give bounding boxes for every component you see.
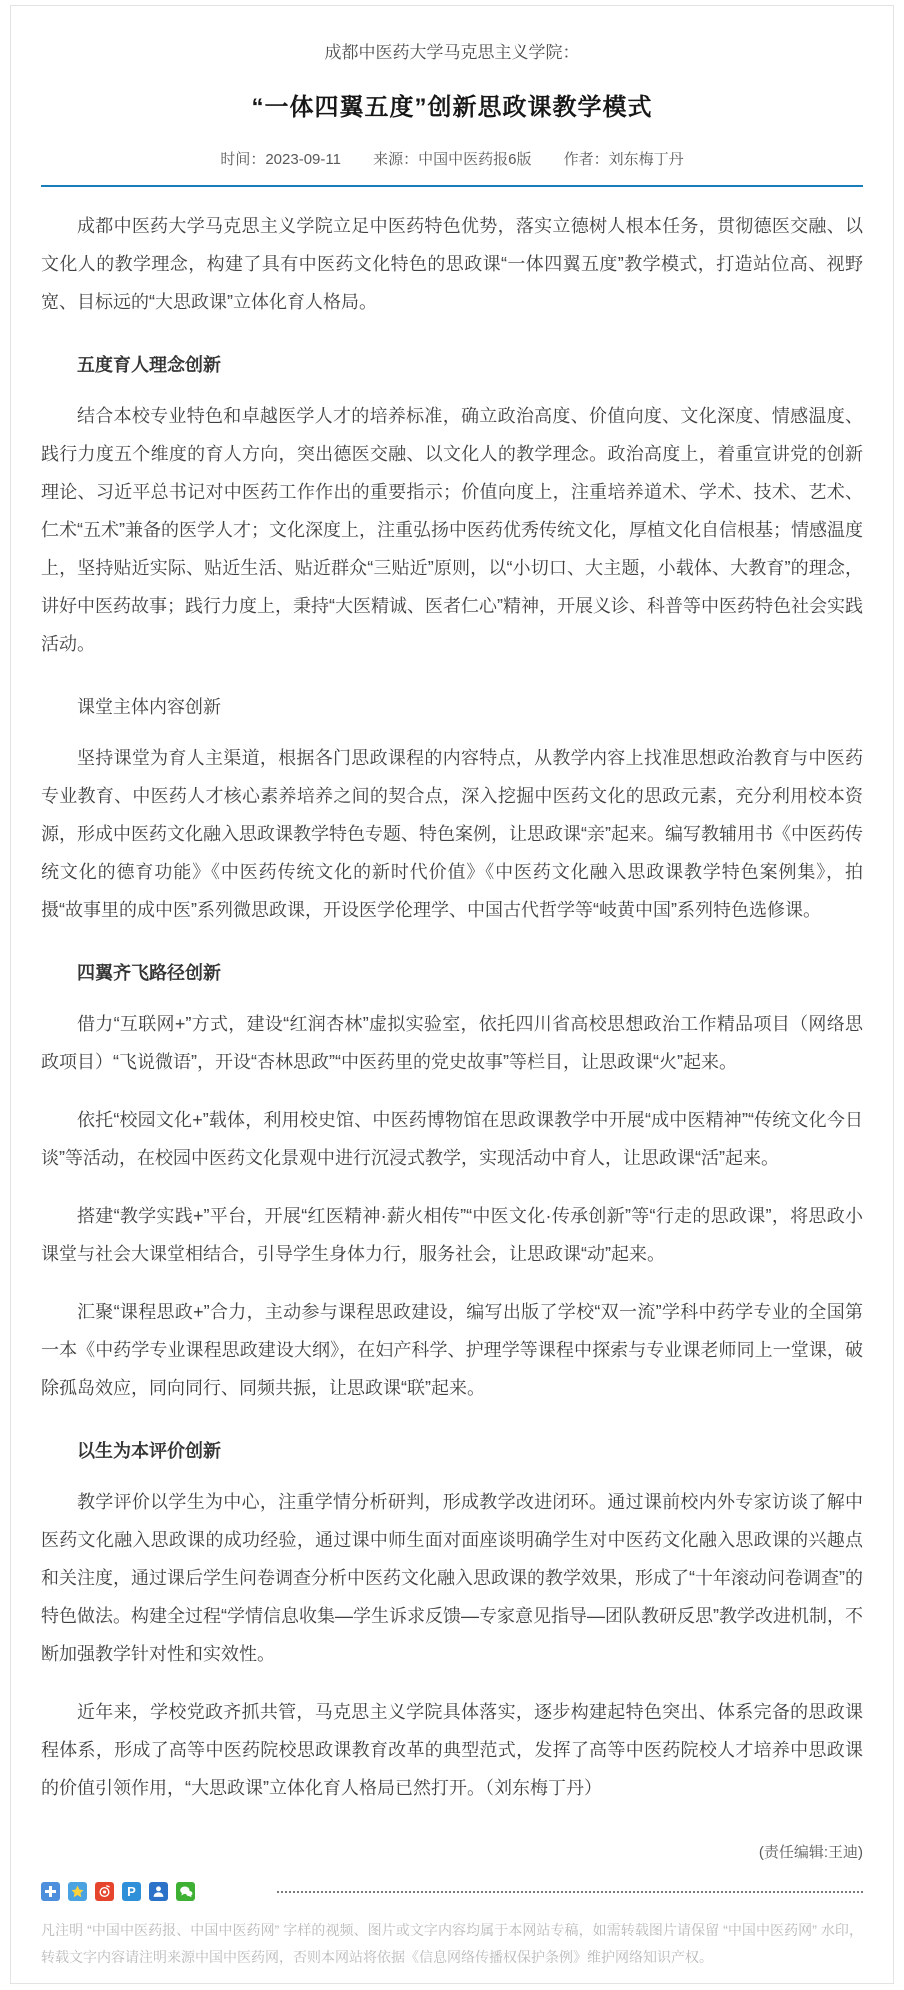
article-container <box>10 5 894 1984</box>
wechat-icon[interactable] <box>176 1882 195 1901</box>
college-line: 成都中医药大学马克思主义学院： <box>324 43 580 62</box>
share-icons <box>41 1882 195 1901</box>
renren-icon[interactable] <box>149 1882 168 1901</box>
paragraph: 搭建“教学实践+”平台，开展“红医精神·薪火相传”“中医文化·传承创新”等“行走的思政课”，将思政小课堂与社会大课堂相结合，引导学生身体力行，服务社会，让思政课“动”起来。 <box>41 1206 863 1264</box>
paragraph: 汇聚“课程思政+”合力，主动参与课程思政建设，编写出版了学校“双一流”学科中药学专业的全国第一本《中药学专业课程思政建设大纲》，在妇产科学、护理学等课程中探索与专业课老师同上一堂课，破除孤岛效应，同向同行、同频共振，让思政课“联”起来。 <box>41 1302 863 1398</box>
paragraph: 近年来，学校党政齐抓共管，马克思主义学院具体落实，逐步构建起特色突出、体系完备的思政课程体系，形成了高等中医药院校思政课教育改革的典型范式，发挥了高等中医药院校人才培养中思政课的价值引领作用，“大思政课”立体化育人格局已然打开。（刘东梅丁丹） <box>41 1702 863 1798</box>
section-heading-siyi: 四翼齐飞路径创新 <box>77 963 221 983</box>
qzone-icon[interactable] <box>68 1882 87 1901</box>
meta-author-label: 作者： <box>563 151 609 168</box>
section-heading-yisheng: 以生为本评价创新 <box>77 1441 221 1461</box>
section-heading-wudu: 五度育人理念创新 <box>77 355 221 375</box>
meta-source-label: 来源： <box>373 151 419 168</box>
paragraph: 成都中医药大学马克思主义学院立足中医药特色优势，落实立德树人根本任务，贯彻德医交融、以文化人的教学理念，构建了具有中医药文化特色的思政课“一体四翼五度”教学模式，打造站位高、视野宽、目标远的“大思政课”立体化育人格局。 <box>41 216 863 312</box>
meta-author-value: 刘东梅丁丹 <box>608 151 684 168</box>
paragraph: 坚持课堂为育人主渠道，根据各门思政课程的内容特点，从教学内容上找准思想政治教育与中医药专业教育、中医药人才核心素养培养之间的契合点，深入挖掘中医药文化的思政元素，充分利用校本资源，形成中医药文化融入思政课教学特色专题、特色案例，让思政课“亲”起来。编写教辅用书《中医药传统文化的德育功能》《中医药传统文化的新时代价值》《中医药文化融入思政课教学特色案例集》，拍摄“故事里的成中医”系列微思政课，开设医学伦理学、中国古代哲学等“岐黄中国”系列特色选修课。 <box>41 748 863 920</box>
meta-source-value: 中国中医药报6版 <box>418 151 532 168</box>
share-bar <box>41 1882 863 1901</box>
section-heading-ketang: 课堂主体内容创新 <box>77 697 221 717</box>
editor-note: (责任编辑:王迪) <box>758 1844 863 1861</box>
tencent-weibo-icon[interactable]: P <box>122 1882 141 1901</box>
footer-disclaimer: 凡注明 “中国中医药报、中国中医药网” 字样的视频、图片或文字内容均属于本网站专稿，如需转载图片请保留 “中国中医药网” 水印，转载文字内容请注明来源中国中医药网，否则本网站将依据《信息网络传播权保护条例》维护网络知识产权。 <box>41 1922 863 1965</box>
meta-time-value: 2023-09-11 <box>265 151 341 168</box>
article-body <box>41 207 863 1807</box>
page-title: “一体四翼五度”创新思政课教学模式 <box>251 94 653 121</box>
article-meta <box>41 148 863 169</box>
paragraph: 依托“校园文化+”载体，利用校史馆、中医药博物馆在思政课教学中开展“成中医精神”“传统文化今日谈”等活动，在校园中医药文化景观中进行沉浸式教学，实现活动中育人，让思政课“活”起来。 <box>41 1110 863 1168</box>
sina-weibo-icon[interactable] <box>95 1882 114 1901</box>
paragraph: 借力“互联网+”方式，建设“红润杏林”虚拟实验室，依托四川省高校思想政治工作精品项目（网络思政项目）“飞说微语”，开设“杏林思政”“中医药里的党史故事”等栏目，让思政课“火”起来。 <box>41 1014 863 1072</box>
meta-author <box>564 151 684 168</box>
paragraph: 教学评价以学生为中心，注重学情分析研判，形成教学改进闭环。通过课前校内外专家访谈了解中医药文化融入思政课的成功经验，通过课中师生面对面座谈明确学生对中医药文化融入思政课的兴趣点和关注度，通过课后学生问卷调查分析中医药文化融入思政课的教学效果，形成了“十年滚动问卷调查”的特色做法。构建全过程“学情信息收集—学生诉求反馈—专家意见指导—团队教研反思”教学改进机制，不断加强教学针对性和实效性。 <box>41 1492 863 1664</box>
header-divider <box>41 185 863 187</box>
paragraph: 结合本校专业特色和卓越医学人才的培养标准，确立政治高度、价值向度、文化深度、情感温度、践行力度五个维度的育人方向，突出德医交融、以文化人的教学理念。政治高度上，着重宣讲党的创新理论、习近平总书记对中医药工作作出的重要指示；价值向度上，注重培养道术、学术、技术、艺术、仁术“五术”兼备的医学人才；文化深度上，注重弘扬中医药优秀传统文化，厚植文化自信根基；情感温度上，坚持贴近实际、贴近生活、贴近群众“三贴近”原则，以“小切口、大主题，小载体、大教育”的理念，讲好中医药故事；践行力度上，秉持“大医精诚、医者仁心”精神，开展义诊、科普等中医药特色社会实践活动。 <box>41 406 863 654</box>
share-dotted-divider <box>277 1891 863 1893</box>
article-header <box>41 38 863 187</box>
meta-time-label: 时间： <box>220 151 266 168</box>
meta-time <box>220 151 341 168</box>
meta-source <box>373 151 531 168</box>
share-more-icon[interactable] <box>41 1882 60 1901</box>
